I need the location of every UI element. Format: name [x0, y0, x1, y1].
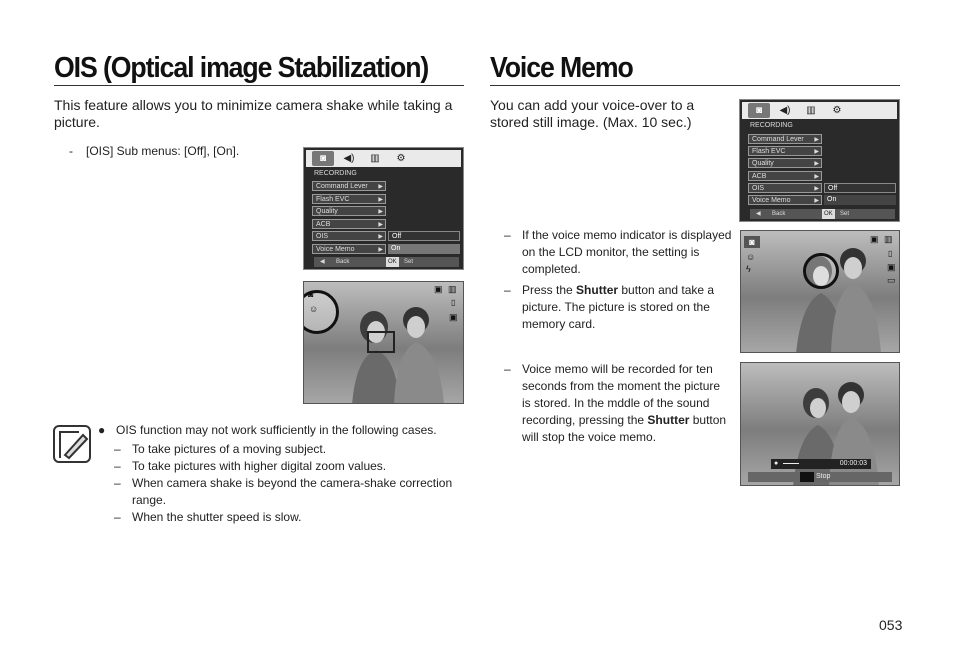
- menu-option-off: Off: [824, 183, 896, 193]
- stop-bar: [748, 472, 892, 482]
- menu-option-off: Off: [388, 231, 460, 241]
- step-3-pre: Voice memo will be recorded for ten seconds from the moment the picture is stored. In the mddle of the sound recording, pressing the: [522, 362, 721, 427]
- sound-icon: ◀): [779, 105, 791, 116]
- settings-icon: ⚙: [832, 105, 842, 116]
- display-icon: ▥: [806, 105, 816, 116]
- menu-item-voice-memo: Voice Memo ▶: [748, 195, 822, 205]
- menu-bottom-bar: [750, 209, 895, 219]
- memo-icon: ▭: [887, 275, 896, 285]
- menu-item-label: Voice Memo: [752, 197, 791, 204]
- menu-item-ois: OIS ▶: [312, 231, 386, 241]
- step-1-text: If the voice memo indicator is displayed on the LCD monitor, the setting is completed.: [522, 228, 732, 276]
- step-2-pre: Press the: [522, 283, 577, 297]
- camera-mode-icon: ◙: [744, 236, 760, 248]
- menu-item-quality: Quality ▶: [748, 158, 822, 168]
- voice-memo-step-3: [504, 361, 732, 450]
- ois-preview-photo: [303, 281, 464, 404]
- size-icon: ▯: [888, 249, 893, 258]
- dash: –: [114, 459, 121, 473]
- couple-photo-illustration: [741, 231, 900, 353]
- set-label: Set: [840, 211, 850, 217]
- battery-icon: ▥: [884, 234, 893, 244]
- menu-item-command-lever: Command Lever ▶: [312, 181, 386, 191]
- quality-icon: ▣: [449, 312, 458, 322]
- voice-recording-photo: [740, 362, 900, 486]
- set-label: Set: [404, 259, 414, 265]
- menu-item-command-lever: Command Lever ▶: [748, 134, 822, 144]
- step-2-bold: Shutter: [576, 283, 619, 297]
- voice-memo-intro: You can add your voice-over to a stored still image. (Max. 10 sec.): [490, 97, 695, 130]
- pencil-note-icon: [53, 425, 91, 463]
- menu-item-label: Flash EVC: [316, 196, 350, 203]
- recording-status-bar: [771, 459, 871, 469]
- record-dot-icon: ●: [774, 460, 779, 467]
- step-2-post: button and take a picture. The picture is stored on the memory card.: [522, 283, 715, 331]
- menu-item-label: Flash EVC: [752, 148, 786, 155]
- note-item-1: To take pictures of a moving subject.: [132, 442, 327, 456]
- dash: –: [114, 442, 121, 456]
- title-rule-left: [54, 85, 464, 86]
- ois-icon: ☺: [309, 304, 319, 314]
- back-label: Back: [772, 211, 786, 217]
- dash: –: [504, 228, 511, 242]
- battery-icon: ▥: [448, 284, 457, 294]
- settings-icon: ⚙: [396, 153, 406, 164]
- back-arrow-icon: ◀: [320, 259, 325, 265]
- voice-memo-steps: [504, 227, 732, 337]
- ois-title: OIS (Optical image Stabilization): [54, 52, 429, 84]
- note-bullet-text: OIS function may not work sufficiently in the following cases.: [116, 423, 437, 437]
- ois-note: [98, 422, 458, 526]
- voice-memo-preview-photo: [740, 230, 900, 353]
- camera-mode-icon: ◙: [308, 289, 314, 299]
- menu-item-label: Command Lever: [752, 136, 804, 143]
- menu-option-on: On: [388, 244, 460, 254]
- menu-tab-bar: [742, 102, 897, 119]
- menu-tab-bar: [306, 150, 461, 167]
- menu-item-voice-memo: Voice Memo ▶: [312, 244, 386, 254]
- flash-icon: ϟ: [746, 264, 751, 274]
- size-icon: ▯: [451, 298, 456, 307]
- menu-item-label: Command Lever: [316, 183, 368, 190]
- menu-item-label: OIS: [316, 233, 329, 240]
- voice-memo-indicator-highlight: [803, 253, 839, 289]
- menu-item-flash-evc: Flash EVC ▶: [748, 146, 822, 156]
- dash: –: [504, 283, 511, 297]
- dash: –: [504, 362, 511, 376]
- record-progress-line: [783, 463, 799, 464]
- menu-item-acb: ACB ▶: [312, 219, 386, 229]
- note-item-4: When the shutter speed is slow.: [132, 510, 302, 524]
- step-3-bold: Shutter: [647, 413, 690, 427]
- menu-option-on: On: [824, 195, 896, 205]
- menu-item-label: Voice Memo: [316, 246, 355, 253]
- note-bullet-icon: ●: [98, 423, 106, 437]
- menu-item-label: Quality: [316, 208, 338, 215]
- menu-item-quality: Quality ▶: [312, 206, 386, 216]
- ois-menu-screen: [303, 147, 464, 270]
- display-icon: ▥: [370, 153, 380, 164]
- dash: –: [114, 510, 121, 524]
- menu-item-flash-evc: Flash EVC ▶: [312, 194, 386, 204]
- title-rule-right: [490, 85, 900, 86]
- stop-label: Stop: [816, 473, 831, 480]
- step-3-post: button will stop the voice memo.: [522, 413, 727, 444]
- record-time: 00:00:03: [839, 460, 867, 467]
- ois-submenu-dash: -: [69, 144, 73, 158]
- menu-item-label: ACB: [316, 221, 331, 228]
- sound-icon: ◀): [343, 153, 355, 164]
- menu-item-ois: OIS ▶: [748, 183, 822, 193]
- dash: –: [114, 476, 121, 490]
- ois-submenu-text: [OIS] Sub menus: [Off], [On].: [86, 144, 240, 158]
- camera-icon: ◙: [748, 103, 770, 118]
- menu-item-label: Quality: [752, 160, 774, 167]
- ok-label: OK: [824, 211, 833, 217]
- card-icon: ▣: [870, 234, 879, 244]
- note-icon: [53, 425, 91, 463]
- menu-section-label: RECORDING: [314, 170, 357, 177]
- menu-section-label: RECORDING: [750, 122, 793, 129]
- note-item-3: When camera shake is beyond the camera-shake correction range.: [132, 476, 453, 507]
- menu-item-label: OIS: [752, 185, 765, 192]
- back-arrow-icon: ◀: [756, 211, 761, 217]
- ois-intro: This feature allows you to minimize camera shake while taking a picture.: [54, 97, 453, 130]
- ois-icon: ☺: [746, 252, 756, 262]
- card-icon: ▣: [434, 284, 443, 294]
- back-label: Back: [336, 259, 350, 265]
- menu-item-acb: ACB ▶: [748, 171, 822, 181]
- voice-memo-title: Voice Memo: [490, 52, 633, 84]
- menu-bottom-bar: [314, 257, 459, 267]
- camera-icon: ◙: [312, 151, 334, 166]
- page-number: 053: [879, 617, 903, 633]
- note-item-2: To take pictures with higher digital zoom values.: [132, 459, 387, 473]
- menu-item-label: ACB: [752, 173, 767, 180]
- voice-memo-menu-screen: [739, 99, 900, 222]
- stop-key-icon: [800, 472, 814, 482]
- quality-icon: ▣: [887, 262, 896, 272]
- ok-label: OK: [388, 259, 397, 265]
